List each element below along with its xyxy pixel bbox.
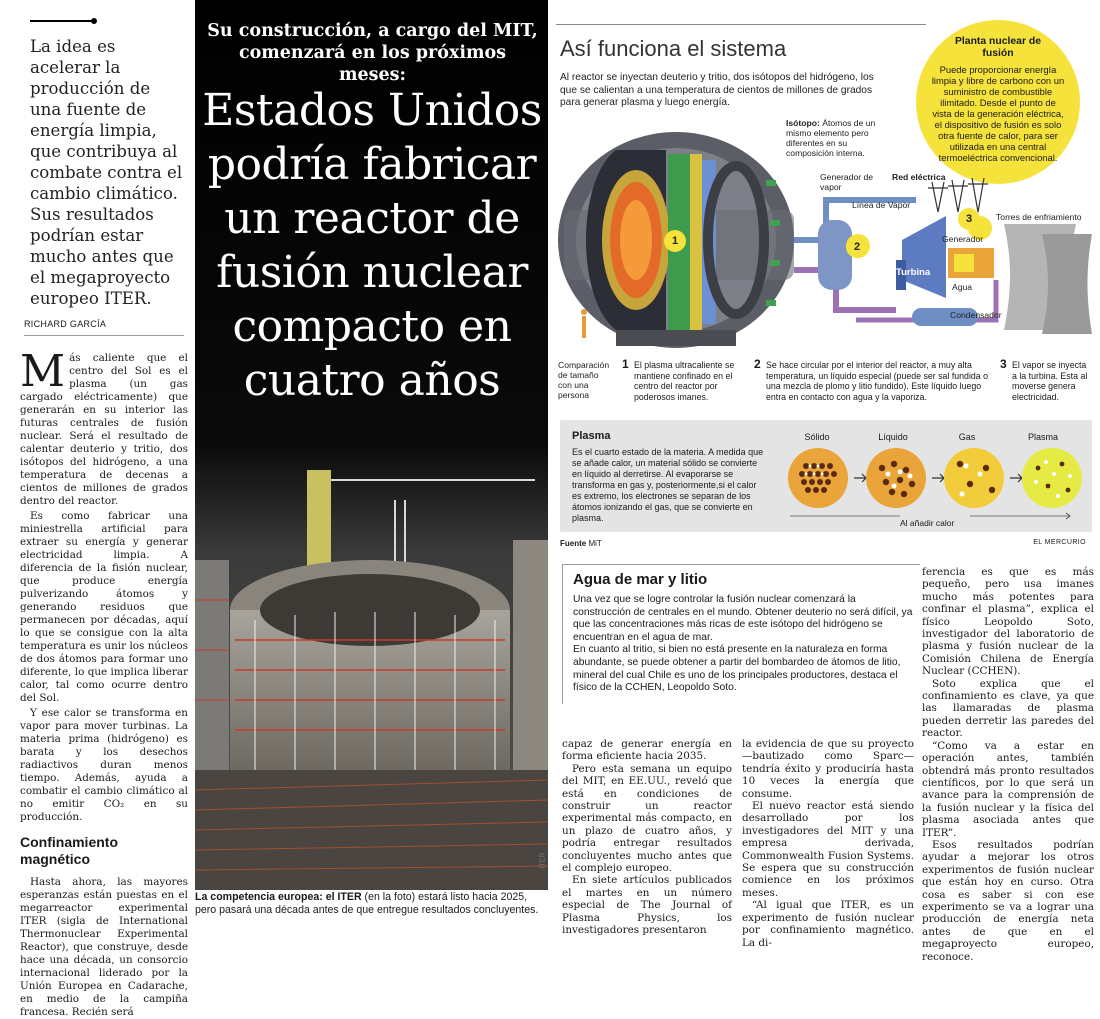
infographic — [556, 20, 1094, 550]
right-column — [922, 566, 1094, 963]
bottom-column-2 — [742, 738, 914, 949]
bottom-column-1 — [562, 738, 732, 937]
step-2: 2 Se hace circular por el interior del reactor, a muy alta temperatura, un líquido especial (puede ser sal fundida o una mezcla de plomo y litio fundido). Este líquido luego entra en contacto con agua y la vaporiza. — [754, 357, 989, 402]
diagram-marker-3: 3 — [958, 208, 980, 230]
step-1: 1 El plasma ultracaliente se mantiene confinado en el centro del reactor por poderosos imanes. — [622, 357, 735, 402]
headline: Estados Unidos podría fabricar un reactor de fusión nuclear compacto en cuatro años — [202, 85, 542, 406]
iter-photo — [195, 0, 548, 890]
label-torres: Torres de enfriamiento — [996, 212, 1082, 222]
state-label-solido: Sólido — [804, 432, 830, 442]
b1-paragraph-3: En siete artículos publicados el martes en un número especial de The Journal of Plasma Physics, los investigadores presentaron — [562, 874, 732, 937]
fusion-plant-body: Puede proporcionar energía limpia y libre de carbono con un suministro de combustible ilimitado. Desde el punto de vista de la generación eléctrica, el dispositivo de fusión es solo otra fuente de calor, para ser utilizada en una central termoeléctrica convencional. — [931, 64, 1065, 163]
article-deck: La idea es acelerar la producción de una fuente de energía limpia, que contribuya al combate contra el cambio climático. Sus resultados podrían estar mucho antes que el megaproyecto europeo ITER. — [30, 37, 183, 308]
left-column — [8, 20, 188, 1018]
r-paragraph-1: ferencia es que es más pequeño, pero usa imanes mucho más potentes para confinar el plasma”, explica el físico Leopoldo Soto, investigador del laboratorio de plasma y fusión nuclear de la Comisión Chilena de Energía Nuclear (CCHEN). — [922, 566, 1094, 678]
photo-caption — [195, 891, 548, 917]
r-paragraph-3: “Como va a estar en operación antes, también obtendrá más pronto resultados científicos, por lo que será un avance para la comprensión de la fusión nuclear y la física del plasma asociada antes que ITER”. — [922, 739, 1094, 839]
left-paragraph-1: ás caliente que el centro del Sol es el plasma (un gas cargado eléctricamente) que generarán en su interior las futuras centrales de fusión nuclear. Será el resultado de calentar deuterio y tritio, dos isótopos del hidrógeno, a una temperatura de decenas a cientos de millones de grados dentro del reactor. — [20, 352, 188, 507]
agua-title: Agua de mar y litio — [573, 571, 708, 588]
label-generador-vapor: Generador de vapor — [820, 172, 874, 192]
caption-text: (en la foto) estará listo hacia 2025, pero pasará una década antes de que entregue resultados concluyentes. — [195, 891, 539, 916]
brand-el-mercurio: EL MERCURIO — [1033, 539, 1086, 546]
heat-label: Al añadir calor — [900, 518, 955, 528]
label-turbina: Turbina — [896, 267, 931, 278]
isotopo-label: Isótopo: Átomos de un mismo elemento pero diferentes en su composición interna. — [786, 118, 876, 158]
b2-paragraph-2: El nuevo reactor está siendo desarrollado por los investigadores del MIT y una empresa derivada, Commonwealth Fusion Systems. Se espera que su construcción comience en los próximos meses. — [742, 800, 914, 899]
label-linea-vapor: Línea de Vapor — [852, 200, 911, 210]
r-paragraph-2: Soto explica que el confinamiento es clave, ya que las llamaradas de plasma pueden derretir las paredes del reactor. — [922, 677, 1094, 740]
b1-paragraph-2: Pero esta semana un equipo del MIT, en EE.UU., reveló que está en condiciones de construir un reactor experimental más compacto, en un plazo de cuatro años, y podría entregar resultados concluyentes mucho antes que el complejo europeo. — [562, 762, 732, 875]
left-top-rule — [30, 20, 92, 22]
diagram-marker-1: 1 — [664, 230, 686, 252]
state-label-plasma: Plasma — [1027, 432, 1058, 442]
diagram-marker-2: 2 — [846, 236, 868, 258]
fusion-plant-title: Planta nuclear de fusión — [954, 36, 1042, 59]
left-paragraph-4: Hasta ahora, las mayores esperanzas están puestas en el megarreactor experimental ITER (sigla de International Thermonuclear Experimental Reactor), que construye, desde hace una década, un consorcio internacional liderado por la Unión Europea en Cadarache, en medio de la campiña francesa. Recién será — [20, 876, 188, 1018]
label-generador: Generador — [942, 234, 984, 244]
state-label-liquido: Líquido — [878, 432, 908, 442]
plasma-title: Plasma — [572, 430, 611, 442]
b1-paragraph-1: capaz de generar energía en forma eficiente hacia 2035. — [562, 738, 732, 763]
infographic-source: Fuente MiT — [560, 539, 602, 548]
agua-paragraph-2: En cuanto al tritio, si bien no está presente en la naturaleza en forma abundante, se puede obtener a partir del bombardeo de átomos de litio, mineral del cual Chile es uno de los principales productores, destaca el físico de la CCHEN, Leopoldo Soto. — [573, 644, 901, 694]
infographic-intro: Al reactor se inyectan deuterio y tritio, dos isótopos del hidrógeno, los que se calientan a una temperatura de cientos de millones de grados para generar plasma y luego energía. — [560, 72, 874, 108]
steps — [556, 357, 1094, 410]
left-paragraph-2: Es como fabricar una miniestrella artificial para extraer su energía y generar electricidad limpia. A diferencia de la fisión nuclear, que produce energía pulverizando átomos y generando residuos que permanecen por décadas, aquí lo que se consigue con la alta temperatura es unir los núcleos de dos átomos para formar uno diferente, lo que implica liberar calor, tal como ocurre dentro del Sol. — [20, 510, 188, 704]
label-comparacion: Comparación de tamaño con una persona — [558, 360, 610, 400]
r-paragraph-4: Esos resultados podrían ayudar a mejorar los otros experimentos de fusión nuclear que están hoy en curso. Otra cosa es saber si con ese experimento se va a lograr una producción de energía neta antes de que en el megaproyecto europeo, reconoce. — [922, 838, 1094, 963]
label-red-electrica: Red eléctrica — [892, 172, 946, 182]
agua-paragraph-1: Una vez que se logre controlar la fusión nuclear comenzará la construcción de centrales en el mundo. Obtener deuterio no será difícil, ya que las concentraciones más ricas de este isótopo del hidrógeno se encuentran en el agua de mar. — [573, 594, 913, 643]
state-label-gas: Gas — [958, 432, 976, 442]
infographic-title: Así funciona el sistema — [560, 36, 787, 61]
headline-kicker: Su construcción, a cargo del MIT, comenzará en los próximos meses: — [207, 21, 538, 85]
plasma-text: Es el cuarto estado de la materia. A medida que se añade calor, un material sólido se convierte en líquido al derretirse. Al evaporarse se transforma en gas y, posteriormente,si el calor es extremo, los electrones se separan de los átomos ionizando el gas, que se convierte en plasma. — [572, 447, 764, 523]
left-paragraph-3: Y ese calor se transforma en vapor para mover turbinas. La materia prima (hidrógeno) es barata y los desechos radiactivos duran menos tiempo. Además, ayuda a combatir el cambio climático al no emitir CO₂ en su producción. — [20, 707, 188, 823]
sidebar-agua-de-mar — [562, 564, 920, 704]
caption-bold: La competencia europea: el ITER — [195, 891, 362, 903]
label-condensador: Condensador — [950, 310, 1002, 320]
byline: RICHARD GARCÍA — [24, 319, 184, 336]
infographic-top-rule — [556, 24, 926, 25]
subhead-confinamiento: Confinamiento magnético — [20, 834, 118, 867]
dropcap: M — [20, 346, 66, 397]
b2-paragraph-3: “Al igual que ITER, es un experimento de fusión nuclear por confinamiento magnético. La di- — [742, 899, 914, 949]
photo-credit: ITER — [539, 852, 547, 869]
center-column — [195, 0, 548, 929]
b2-paragraph-1: la evidencia de que su proyecto —bautizado como Sparc— tendría éxito y produciría hasta 10 veces la energía que consume. — [742, 738, 914, 800]
plasma-box — [560, 420, 1092, 532]
label-agua: Agua — [952, 282, 973, 292]
step-3: 3 El vapor se inyecta a la turbina. Esta al moverse genera electricidad. — [1000, 357, 1088, 402]
